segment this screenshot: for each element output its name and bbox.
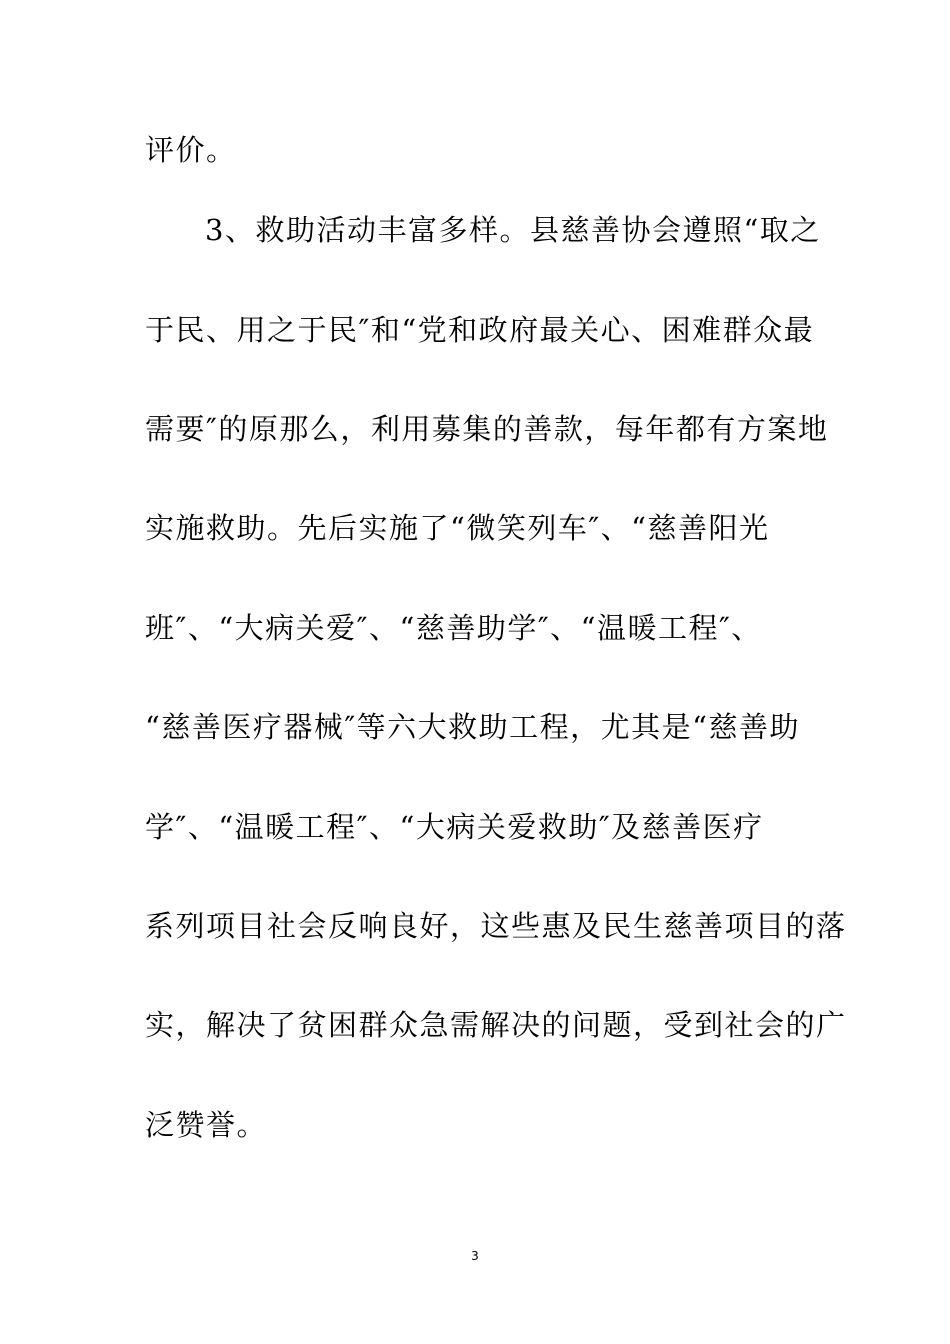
text-line: “慈善医疗器械″等六大救助工程，尤其是“慈善助 <box>145 710 800 744</box>
text-line: 实施救助。先后实施了“微笑列车″、“慈善阳光 <box>145 511 770 545</box>
text-line: 需要″的原那么，利用募集的善款，每年都有方案地 <box>145 412 829 446</box>
text-line: 评价。 <box>145 133 237 167</box>
text-line: 实，解决了贫困群众急需解决的问题，受到社会的广 <box>145 1008 847 1042</box>
paragraph-first-line: 3、救助活动丰富多样。县慈善协会遵照“取之 <box>205 213 821 247</box>
text-line: 泛赞誉。 <box>145 1108 268 1142</box>
text-line: 学″、“温暖工程″、“大病关爱救助″及慈善医疗 <box>145 810 764 844</box>
page-number: 3 <box>471 1249 479 1263</box>
text-line: 于民、用之于民″和“党和政府最关心、困难群众最 <box>145 313 815 347</box>
text-line: 系列项目社会反响良好，这些惠及民生慈善项目的落 <box>145 909 847 943</box>
text-line: 班″、“大病关爱″、“慈善助学″、“温暖工程″、 <box>145 611 762 645</box>
